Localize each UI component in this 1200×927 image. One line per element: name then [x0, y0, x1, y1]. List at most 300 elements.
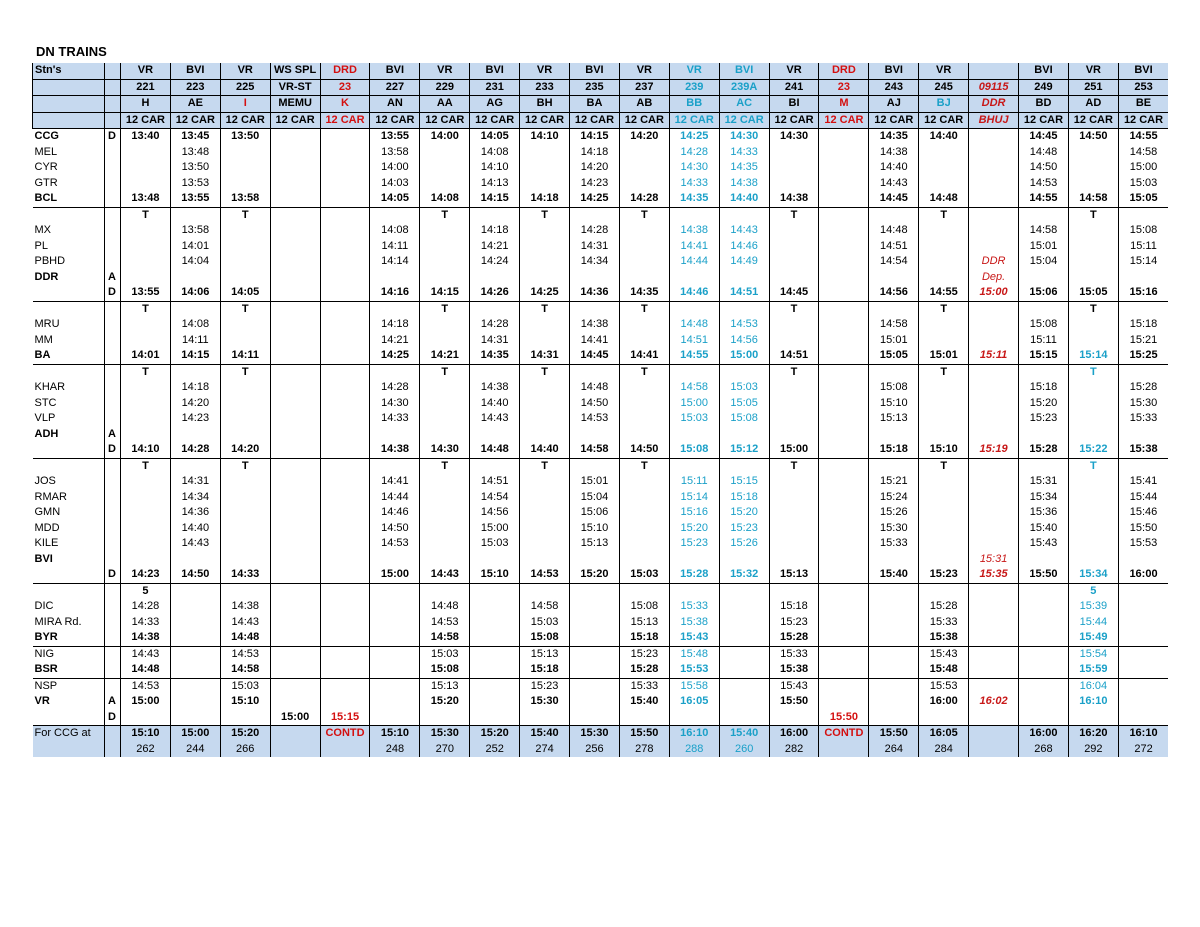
footer-rake: 260 — [719, 742, 769, 758]
time-cell: 14:50 — [170, 567, 220, 583]
time-cell: 15:08 — [1118, 223, 1168, 239]
time-cell: 15:16 — [669, 505, 719, 521]
time-cell: 5 — [1068, 583, 1118, 599]
time-cell — [370, 694, 420, 710]
train-car: 12 CAR — [1019, 112, 1069, 129]
time-cell: 14:55 — [1118, 129, 1168, 145]
time-cell — [819, 285, 869, 301]
time-cell: 15:58 — [669, 679, 719, 695]
time-cell — [320, 207, 370, 223]
time-cell — [270, 505, 320, 521]
time-cell — [420, 396, 470, 412]
time-cell — [769, 411, 819, 427]
header-row-car — [33, 112, 1169, 129]
time-cell: 14:21 — [420, 348, 470, 364]
time-cell — [470, 662, 520, 678]
time-cell: 15:28 — [919, 599, 969, 615]
arr-dep-marker — [105, 490, 121, 506]
time-cell: 15:11 — [669, 474, 719, 490]
time-cell: 14:50 — [570, 396, 620, 412]
train-origin: VR — [121, 63, 171, 79]
time-cell: 15:53 — [919, 679, 969, 695]
time-cell — [320, 630, 370, 646]
time-cell — [270, 694, 320, 710]
train-car: 12 CAR — [819, 112, 869, 129]
time-cell: 15:00 — [669, 396, 719, 412]
time-cell: 14:15 — [470, 191, 520, 207]
time-cell: 14:51 — [470, 474, 520, 490]
time-cell — [869, 207, 919, 223]
time-cell — [320, 583, 370, 599]
time-cell: 14:11 — [370, 239, 420, 255]
table-row — [33, 411, 1169, 427]
time-cell — [121, 270, 171, 286]
time-cell — [320, 145, 370, 161]
station-name: PL — [34, 239, 48, 252]
time-cell — [1019, 301, 1069, 317]
timetable-body — [33, 129, 1169, 758]
time-cell: 14:28 — [170, 442, 220, 458]
time-cell — [470, 583, 520, 599]
time-cell — [320, 223, 370, 239]
time-cell — [619, 474, 669, 490]
time-cell — [420, 552, 470, 568]
time-cell — [320, 364, 370, 380]
time-cell: T — [520, 301, 570, 317]
time-cell — [121, 380, 171, 396]
time-cell — [919, 396, 969, 412]
station-name: MIRA Rd. — [34, 615, 82, 628]
time-cell — [819, 348, 869, 364]
time-cell — [919, 254, 969, 270]
arr-dep-marker — [105, 411, 121, 427]
time-cell — [220, 505, 270, 521]
time-cell — [1068, 411, 1118, 427]
table-row — [33, 567, 1169, 583]
table-row — [33, 630, 1169, 646]
arr-dep-marker — [105, 348, 121, 364]
time-cell: 15:38 — [1118, 442, 1168, 458]
time-cell — [420, 411, 470, 427]
time-cell: 14:01 — [170, 239, 220, 255]
time-cell — [719, 694, 769, 710]
train-code: BJ — [919, 96, 969, 113]
footer-time: 16:10 — [669, 726, 719, 742]
table-row — [33, 694, 1169, 710]
time-cell: 14:48 — [669, 317, 719, 333]
time-cell — [619, 254, 669, 270]
train-number: 239 — [669, 79, 719, 96]
time-cell: 14:53 — [220, 646, 270, 662]
time-cell — [570, 662, 620, 678]
train-code: H — [121, 96, 171, 113]
time-cell: 14:40 — [719, 191, 769, 207]
time-cell — [370, 301, 420, 317]
time-cell: 15:23 — [520, 679, 570, 695]
train-number: 237 — [619, 79, 669, 96]
ad-header — [105, 96, 121, 113]
footer-time — [969, 726, 1019, 742]
time-cell: 15:40 — [869, 567, 919, 583]
train-code: AA — [420, 96, 470, 113]
time-cell: 14:34 — [170, 490, 220, 506]
time-cell — [470, 552, 520, 568]
time-cell: 14:56 — [869, 285, 919, 301]
time-cell — [1068, 490, 1118, 506]
footer-time: 16:10 — [1118, 726, 1168, 742]
time-cell — [1118, 630, 1168, 646]
time-cell — [819, 254, 869, 270]
time-cell: 15:08 — [869, 380, 919, 396]
train-code: BA — [570, 96, 620, 113]
time-cell: 14:08 — [470, 145, 520, 161]
table-row — [33, 254, 1169, 270]
time-cell: 14:15 — [170, 348, 220, 364]
time-cell: 14:30 — [719, 129, 769, 145]
time-cell: 13:58 — [370, 145, 420, 161]
time-cell — [1068, 145, 1118, 161]
time-cell — [270, 191, 320, 207]
time-cell — [669, 427, 719, 443]
time-cell: 15:30 — [520, 694, 570, 710]
time-cell — [919, 176, 969, 192]
time-cell — [769, 505, 819, 521]
time-cell: 14:28 — [370, 380, 420, 396]
time-cell: 15:23 — [919, 567, 969, 583]
time-cell — [819, 679, 869, 695]
time-cell: 14:43 — [121, 646, 171, 662]
train-number: 239A — [719, 79, 769, 96]
time-cell — [420, 317, 470, 333]
time-cell — [320, 301, 370, 317]
time-cell: 15:20 — [719, 505, 769, 521]
time-cell — [570, 458, 620, 474]
time-cell: 15:14 — [669, 490, 719, 506]
time-cell — [121, 223, 171, 239]
train-car: 12 CAR — [669, 112, 719, 129]
footer-ad — [105, 742, 121, 758]
time-cell — [270, 567, 320, 583]
time-cell — [370, 552, 420, 568]
time-cell — [619, 536, 669, 552]
arr-dep-marker: A — [105, 427, 121, 443]
time-cell: 14:51 — [719, 285, 769, 301]
time-cell — [819, 694, 869, 710]
time-cell — [420, 160, 470, 176]
time-cell: 15:38 — [769, 662, 819, 678]
time-cell: 15:28 — [769, 630, 819, 646]
time-cell: 15:01 — [919, 348, 969, 364]
time-cell — [819, 317, 869, 333]
time-cell — [1019, 270, 1069, 286]
time-cell — [220, 710, 270, 726]
time-cell — [1068, 270, 1118, 286]
time-cell — [220, 396, 270, 412]
time-cell — [969, 599, 1019, 615]
table-row — [33, 301, 1169, 317]
time-cell: 15:01 — [570, 474, 620, 490]
arr-dep-marker: A — [105, 694, 121, 710]
time-cell: 15:03 — [1118, 176, 1168, 192]
time-cell — [520, 270, 570, 286]
time-cell — [869, 599, 919, 615]
time-cell — [270, 442, 320, 458]
time-cell: 14:48 — [1019, 145, 1069, 161]
time-cell: 15:14 — [1068, 348, 1118, 364]
time-cell — [1068, 710, 1118, 726]
time-cell: 14:43 — [170, 536, 220, 552]
time-cell: 14:51 — [869, 239, 919, 255]
time-cell — [470, 630, 520, 646]
station-name: NIG — [34, 647, 55, 660]
time-cell — [869, 646, 919, 662]
time-cell: 15:28 — [1118, 380, 1168, 396]
time-cell: 14:55 — [919, 285, 969, 301]
time-cell: 14:25 — [520, 285, 570, 301]
time-cell — [969, 364, 1019, 380]
time-cell — [170, 301, 220, 317]
train-origin: VR — [220, 63, 270, 79]
time-cell — [520, 239, 570, 255]
time-cell — [869, 694, 919, 710]
time-cell: 14:21 — [470, 239, 520, 255]
table-row — [33, 396, 1169, 412]
time-cell — [1118, 646, 1168, 662]
time-cell — [919, 317, 969, 333]
time-cell: 15:15 — [1019, 348, 1069, 364]
train-car: 12 CAR — [520, 112, 570, 129]
train-number: 235 — [570, 79, 620, 96]
time-cell — [819, 662, 869, 678]
time-cell — [270, 474, 320, 490]
station-name: MEL — [34, 145, 58, 158]
time-cell: 15:11 — [969, 348, 1019, 364]
time-cell: 15:13 — [570, 536, 620, 552]
time-cell — [769, 160, 819, 176]
time-cell — [570, 630, 620, 646]
time-cell: 14:23 — [570, 176, 620, 192]
time-cell: T — [619, 364, 669, 380]
time-cell — [121, 160, 171, 176]
time-cell — [220, 223, 270, 239]
time-cell — [570, 364, 620, 380]
table-row — [33, 490, 1169, 506]
corner-label: Stn's — [33, 63, 105, 79]
footer-rake: 282 — [769, 742, 819, 758]
time-cell — [619, 380, 669, 396]
time-cell — [819, 191, 869, 207]
time-cell — [669, 301, 719, 317]
time-cell — [1118, 301, 1168, 317]
footer-rake: 248 — [370, 742, 420, 758]
station-name: MDD — [34, 521, 60, 534]
time-cell: 14:58 — [520, 599, 570, 615]
time-cell: 14:46 — [719, 239, 769, 255]
time-cell: 14:53 — [370, 536, 420, 552]
time-cell: 14:35 — [719, 160, 769, 176]
time-cell — [1068, 333, 1118, 349]
header-row-number — [33, 79, 1169, 96]
time-cell: 14:01 — [121, 348, 171, 364]
time-cell — [1019, 599, 1069, 615]
arr-dep-marker — [105, 474, 121, 490]
time-cell — [121, 317, 171, 333]
time-cell: 14:24 — [470, 254, 520, 270]
time-cell: 14:33 — [220, 567, 270, 583]
time-cell — [270, 207, 320, 223]
time-cell — [769, 396, 819, 412]
footer-time: 15:30 — [570, 726, 620, 742]
time-cell: 14:58 — [869, 317, 919, 333]
time-cell: 14:25 — [370, 348, 420, 364]
time-cell — [270, 129, 320, 145]
time-cell — [270, 317, 320, 333]
arr-dep-marker — [105, 380, 121, 396]
time-cell: 14:46 — [370, 505, 420, 521]
time-cell: 15:01 — [869, 333, 919, 349]
arr-dep-marker — [105, 521, 121, 537]
time-cell — [819, 521, 869, 537]
time-cell — [121, 490, 171, 506]
arr-dep-marker — [105, 333, 121, 349]
time-cell: 15:21 — [1118, 333, 1168, 349]
time-cell: 15:43 — [769, 679, 819, 695]
train-car: 12 CAR — [1118, 112, 1168, 129]
time-cell: 14:30 — [370, 396, 420, 412]
header-row-origin — [33, 63, 1169, 79]
time-cell: 14:23 — [170, 411, 220, 427]
time-cell — [220, 270, 270, 286]
time-cell — [170, 599, 220, 615]
time-cell — [270, 301, 320, 317]
time-cell — [470, 364, 520, 380]
time-cell — [669, 583, 719, 599]
time-cell — [1068, 380, 1118, 396]
train-origin: VR — [520, 63, 570, 79]
time-cell — [819, 239, 869, 255]
time-cell — [220, 521, 270, 537]
train-number: 09115 — [969, 79, 1019, 96]
train-number: 249 — [1019, 79, 1069, 96]
time-cell — [570, 646, 620, 662]
time-cell — [320, 458, 370, 474]
time-cell — [619, 396, 669, 412]
time-cell: 15:16 — [1118, 285, 1168, 301]
time-cell — [320, 129, 370, 145]
time-cell — [470, 427, 520, 443]
station-name: DIC — [34, 600, 54, 612]
time-cell — [769, 317, 819, 333]
train-car: 12 CAR — [320, 112, 370, 129]
time-cell — [919, 490, 969, 506]
time-cell: T — [1068, 364, 1118, 380]
time-cell — [969, 615, 1019, 631]
time-cell: 15:10 — [470, 567, 520, 583]
train-code: AN — [370, 96, 420, 113]
time-cell — [719, 630, 769, 646]
footer-rake: 252 — [470, 742, 520, 758]
train-number: 227 — [370, 79, 420, 96]
time-cell — [420, 583, 470, 599]
table-row — [33, 646, 1169, 662]
time-cell — [669, 710, 719, 726]
time-cell — [769, 427, 819, 443]
time-cell — [769, 474, 819, 490]
time-cell — [420, 333, 470, 349]
time-cell — [919, 145, 969, 161]
footer-row-rakes — [33, 742, 1169, 758]
train-origin: BVI — [170, 63, 220, 79]
time-cell — [270, 270, 320, 286]
time-cell — [1019, 458, 1069, 474]
time-cell: 15:24 — [869, 490, 919, 506]
time-cell — [1019, 364, 1069, 380]
station-name: BSR — [33, 662, 105, 678]
table-row — [33, 333, 1169, 349]
arr-dep-marker: A — [105, 270, 121, 286]
time-cell: 14:18 — [370, 317, 420, 333]
time-cell: 15:12 — [719, 442, 769, 458]
time-cell: 14:58 — [1019, 223, 1069, 239]
time-cell: 15:35 — [969, 567, 1019, 583]
time-cell — [969, 207, 1019, 223]
time-cell: 15:13 — [869, 411, 919, 427]
table-row — [33, 317, 1169, 333]
time-cell — [819, 364, 869, 380]
time-cell — [1068, 427, 1118, 443]
time-cell — [1118, 458, 1168, 474]
page-title: DN TRAINS — [36, 44, 107, 59]
time-cell: 13:55 — [370, 129, 420, 145]
time-cell: T — [619, 207, 669, 223]
time-cell — [769, 710, 819, 726]
time-cell — [969, 396, 1019, 412]
time-cell — [769, 536, 819, 552]
time-cell — [719, 458, 769, 474]
train-origin: BVI — [470, 63, 520, 79]
time-cell: 14:45 — [869, 191, 919, 207]
time-cell — [220, 583, 270, 599]
table-row — [33, 583, 1169, 599]
train-car: 12 CAR — [121, 112, 171, 129]
time-cell: 14:53 — [1019, 176, 1069, 192]
footer-rake: 272 — [1118, 742, 1168, 758]
time-cell — [969, 505, 1019, 521]
time-cell — [869, 615, 919, 631]
time-cell: 14:48 — [570, 380, 620, 396]
time-cell — [869, 458, 919, 474]
time-cell — [969, 239, 1019, 255]
time-cell — [769, 333, 819, 349]
time-cell — [819, 583, 869, 599]
train-number: 233 — [520, 79, 570, 96]
footer-ad — [105, 726, 121, 742]
time-cell — [320, 348, 370, 364]
time-cell — [819, 411, 869, 427]
time-cell: 14:33 — [669, 176, 719, 192]
time-cell: 15:08 — [520, 630, 570, 646]
time-cell — [719, 710, 769, 726]
time-cell — [819, 490, 869, 506]
table-row — [33, 223, 1169, 239]
time-cell: DDR — [969, 254, 1019, 270]
time-cell: 14:48 — [420, 599, 470, 615]
time-cell — [121, 474, 171, 490]
time-cell: 15:05 — [1118, 191, 1168, 207]
arr-dep-marker: D — [105, 567, 121, 583]
footer-rake — [819, 742, 869, 758]
table-row — [33, 176, 1169, 192]
